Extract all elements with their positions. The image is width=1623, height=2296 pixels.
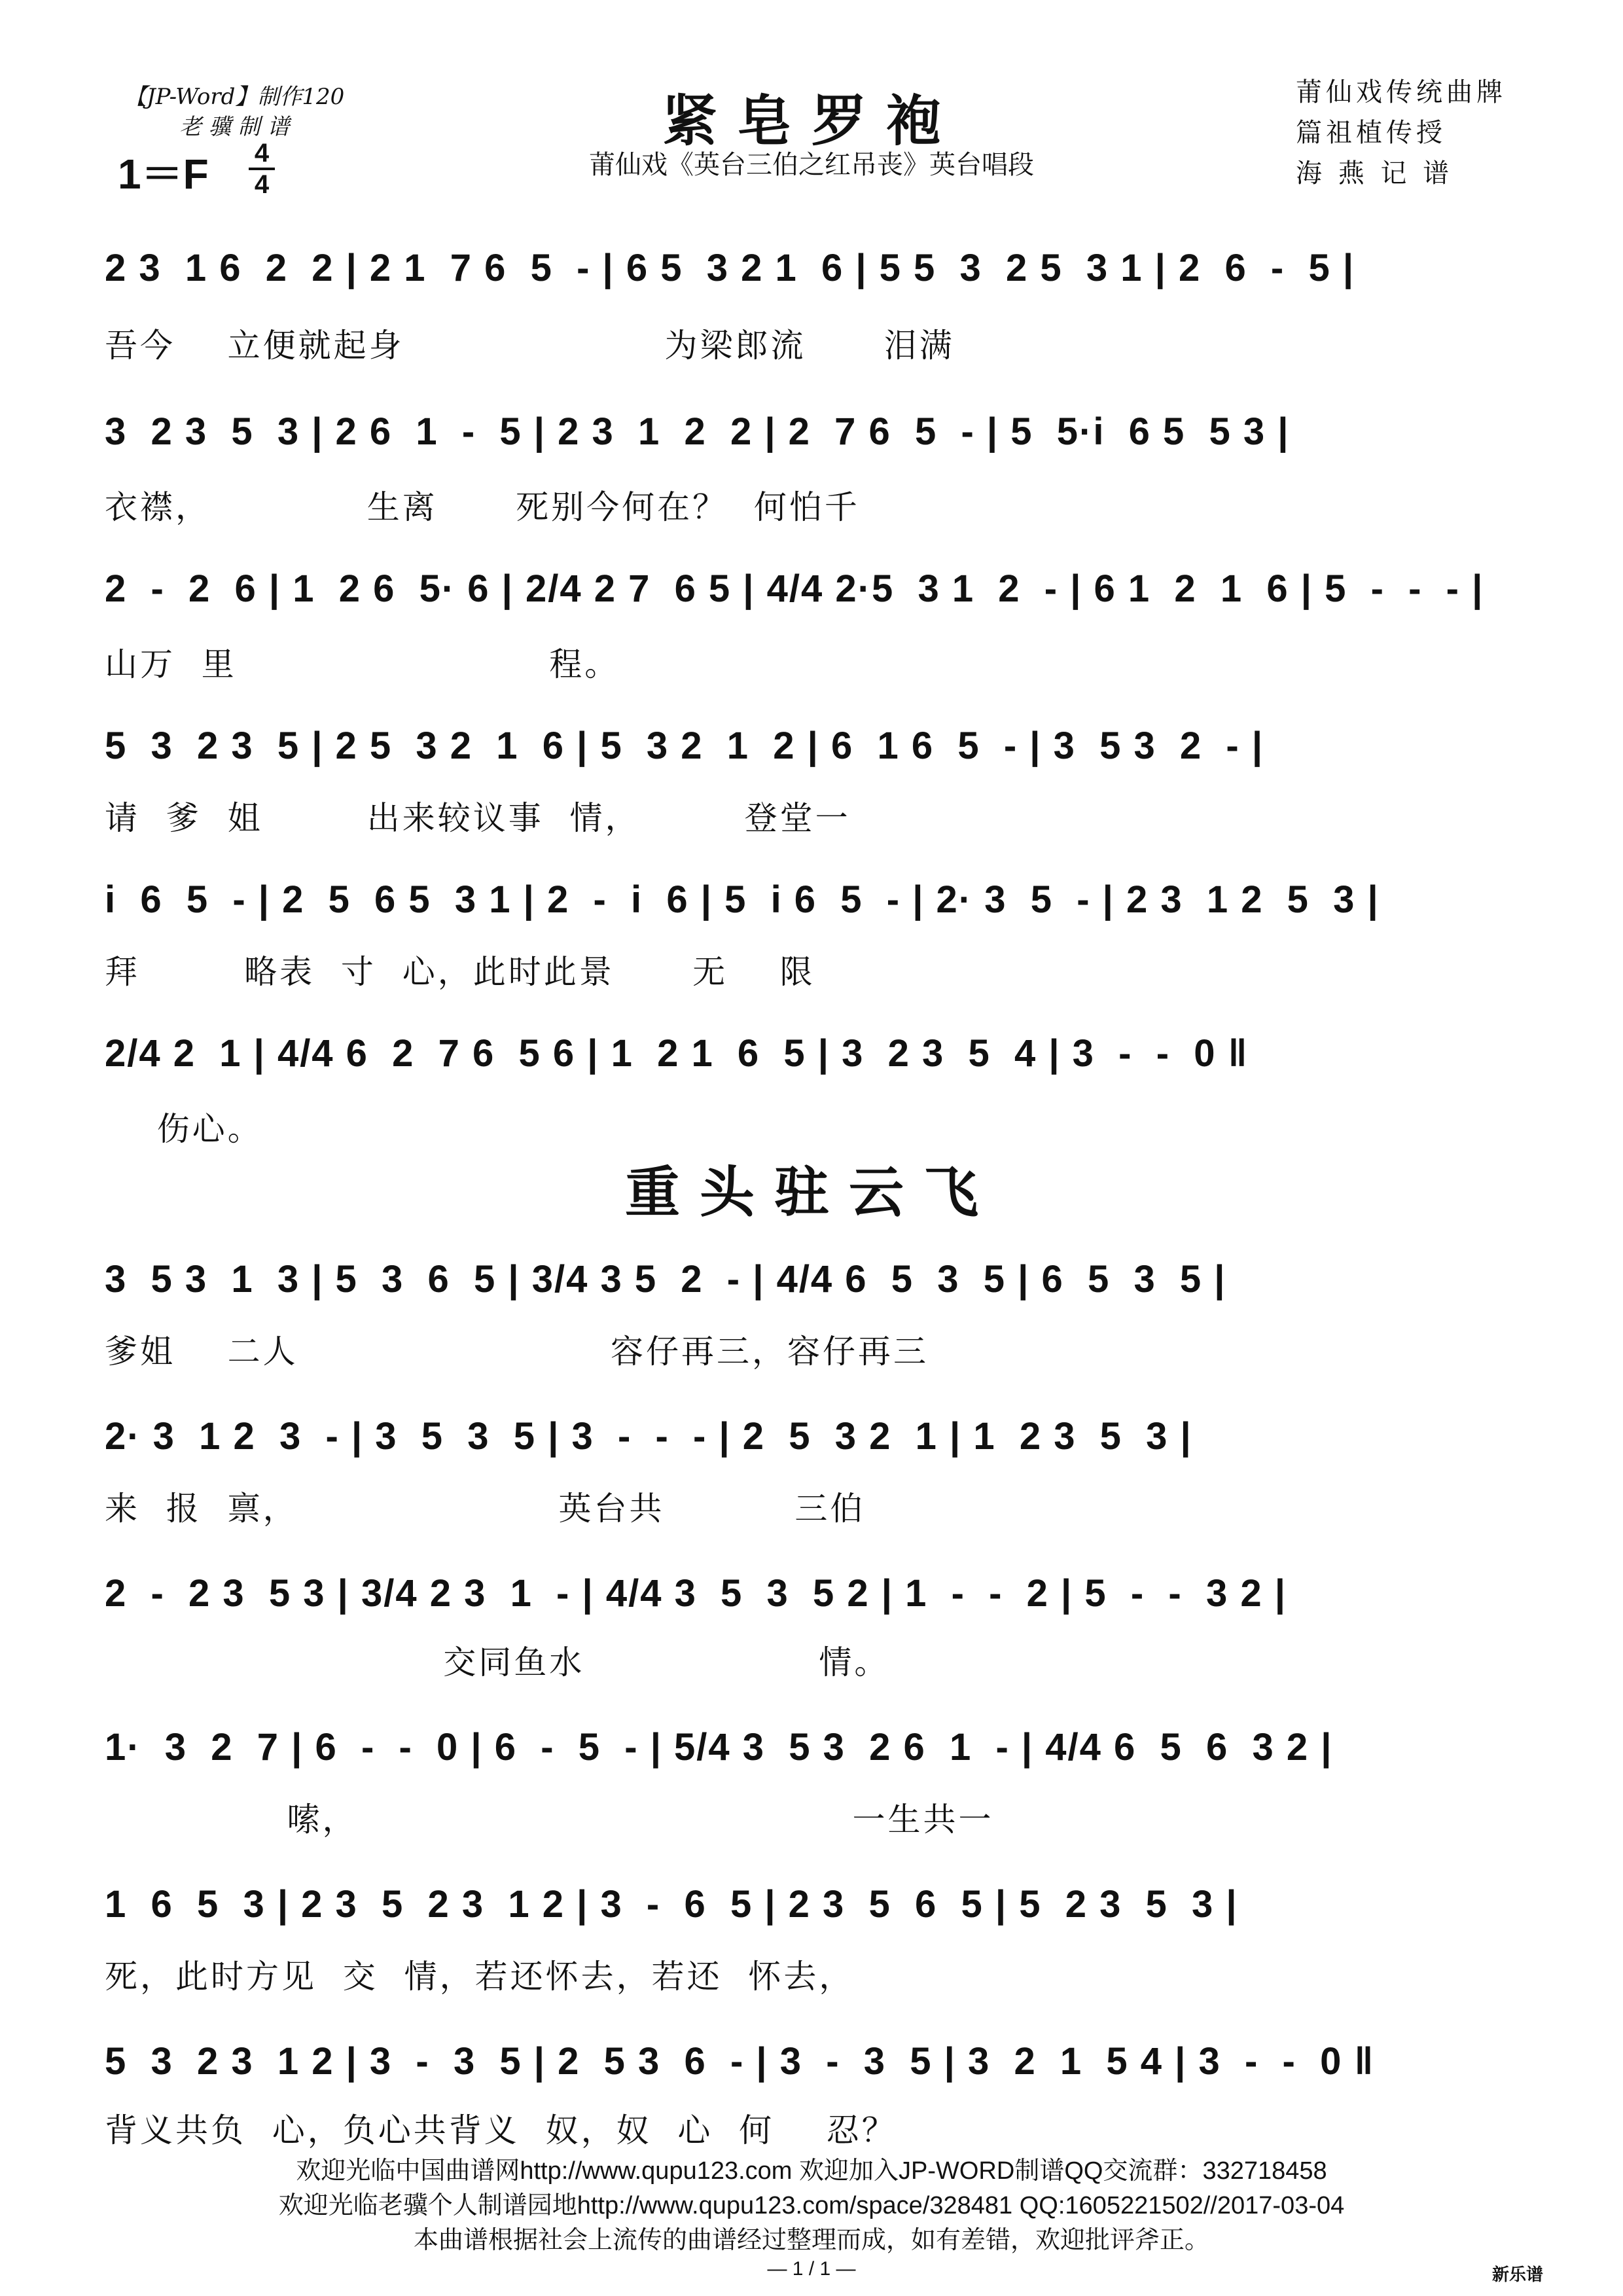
staff-line — [105, 396, 1531, 468]
lyrics-line: 吾今 立便就起身 为梁郎流 泪满 — [105, 327, 955, 365]
lyrics-line: 嗦， 一生共一 — [105, 1801, 994, 1839]
staff-line — [105, 710, 1531, 782]
notation: 1· 3 2 7 | 6 - - 0 | 6 - 5 - | 5/4 3 5 3 2 6 1 - | 4/4 6 5 6 3 2 | — [105, 1726, 1333, 1768]
staff-line — [105, 1244, 1531, 1316]
staff-line — [105, 1401, 1531, 1473]
staff-line — [105, 232, 1531, 304]
lyrics-line: 来 报 禀， 英台共 三伯 — [105, 1490, 866, 1528]
lyrics-line: 死，此时方见 交 情，若还怀去，若还 怀去， — [105, 1958, 855, 1996]
notation: 3 5 3 1 3 | 5 3 6 5 | 3/4 3 5 2 - | 4/4 6 5 3 5 | 6 5 3 5 | — [105, 1258, 1226, 1300]
lyrics-line: 交同鱼水 情。 — [105, 1643, 890, 1681]
page-number: — 1 / 1 — — [767, 2258, 856, 2280]
notation: 5 3 2 3 5 | 2 5 3 2 1 6 | 5 3 2 1 2 | 6 1 6 5 - | 3 5 3 2 - | — [105, 725, 1264, 767]
notation: 2/4 2 1 | 4/4 6 2 7 6 5 6 | 1 2 1 6 5 | 3 2 3 5 4 | 3 - - 0 ‖ — [105, 1032, 1249, 1075]
staff-line — [105, 1018, 1531, 1090]
lyrics-line: 衣襟， 生离 死别今何在？ 何怕千 — [105, 488, 860, 526]
notation: i 6 5 - | 2 5 6 5 3 1 | 2 - i 6 | 5 i 6 5 - | 2· 3 5 - | 2 3 1 2 5 3 | — [105, 878, 1380, 921]
lyrics-line: 拜 略表 寸 心，此时此景 无 限 — [105, 953, 815, 991]
lyrics-line: 伤心。 — [105, 1110, 263, 1148]
staff-line — [105, 2026, 1531, 2098]
notation: 5 3 2 3 1 2 | 3 - 3 5 | 2 5 3 6 - | 3 - 3 5 | 3 2 1 5 4 | 3 - - 0 ‖ — [105, 2040, 1375, 2083]
info-line-3: 海 燕 记 谱 — [1296, 158, 1454, 188]
staff-line — [105, 1869, 1531, 1941]
notation: 2· 3 1 2 3 - | 3 5 3 5 | 3 - - - | 2 5 3 2 1 | 1 2 3 5 3 | — [105, 1415, 1192, 1458]
credit-line-1: 【JP-Word】制作120 — [124, 84, 345, 110]
footer-line-1: 欢迎光临中国曲谱网http://www.qupu123.com 欢迎加入JP-WORD制谱QQ交流群：332718458 — [296, 2157, 1327, 2185]
staff-line — [105, 864, 1531, 936]
source-info — [1296, 72, 1507, 194]
time-signature-top: 4 — [254, 139, 270, 168]
song-subtitle: 莆仙戏《英台三伯之红吊丧》英台唱段 — [589, 150, 1034, 180]
notation: 1 6 5 3 | 2 3 5 2 3 1 2 | 3 - 6 5 | 2 3 5 6 5 | 5 2 3 5 3 | — [105, 1883, 1238, 1926]
lyrics-line: 山万 里 程。 — [105, 645, 620, 683]
notation: 2 - 2 3 5 3 | 3/4 2 3 1 - | 4/4 3 5 3 5 2 | 1 - - 2 | 5 - - 3 2 | — [105, 1572, 1287, 1615]
staff-line — [105, 1712, 1531, 1784]
time-signature-bottom: 4 — [254, 170, 270, 199]
footer-line-3: 本曲谱根据社会上流传的曲谱经过整理而成，如有差错，欢迎批评斧正。 — [413, 2227, 1209, 2254]
info-line-1: 莆仙戏传统曲牌 — [1296, 77, 1507, 107]
notation: 2 3 1 6 2 2 | 2 1 7 6 5 - | 6 5 3 2 1 6 | 5 5 3 2 5 3 1 | 2 6 - 5 | — [105, 247, 1355, 289]
info-line-2: 篇祖植传授 — [1296, 118, 1446, 148]
credit-line-2: 老 骥 制 谱 — [179, 114, 290, 140]
footer-line-2: 欢迎光临老骥个人制谱园地http://www.qupu123.com/space/328481 QQ:1605221502//2017-03-04 — [278, 2192, 1345, 2219]
notation: 3 2 3 5 3 | 2 6 1 - 5 | 2 3 1 2 2 | 2 7 6 5 - | 5 5·i 6 5 5 3 | — [105, 410, 1290, 453]
staff-line — [105, 553, 1531, 625]
staff-line — [105, 1558, 1531, 1630]
lyrics-line: 爹姐 二人 容仔再三，容仔再三 — [105, 1333, 929, 1371]
lyrics-line: 背义共负 心，负心共背义 奴，奴 心 何 忍？ — [105, 2111, 897, 2149]
brand-logo: 新乐谱 — [1492, 2265, 1544, 2285]
section-title: 重头驻云飞 — [624, 1160, 998, 1225]
lyrics-line: 请 爹 姐 出来较议事 情， 登堂一 — [105, 799, 851, 837]
key-signature: 1＝F — [118, 151, 209, 198]
notation: 2 - 2 6 | 1 2 6 5· 6 | 2/4 2 7 6 5 | 4/4 2·5 3 1 2 - | 6 1 2 1 6 | 5 - - - | — [105, 567, 1484, 610]
song-title: 紧皂罗袍 — [662, 88, 961, 153]
